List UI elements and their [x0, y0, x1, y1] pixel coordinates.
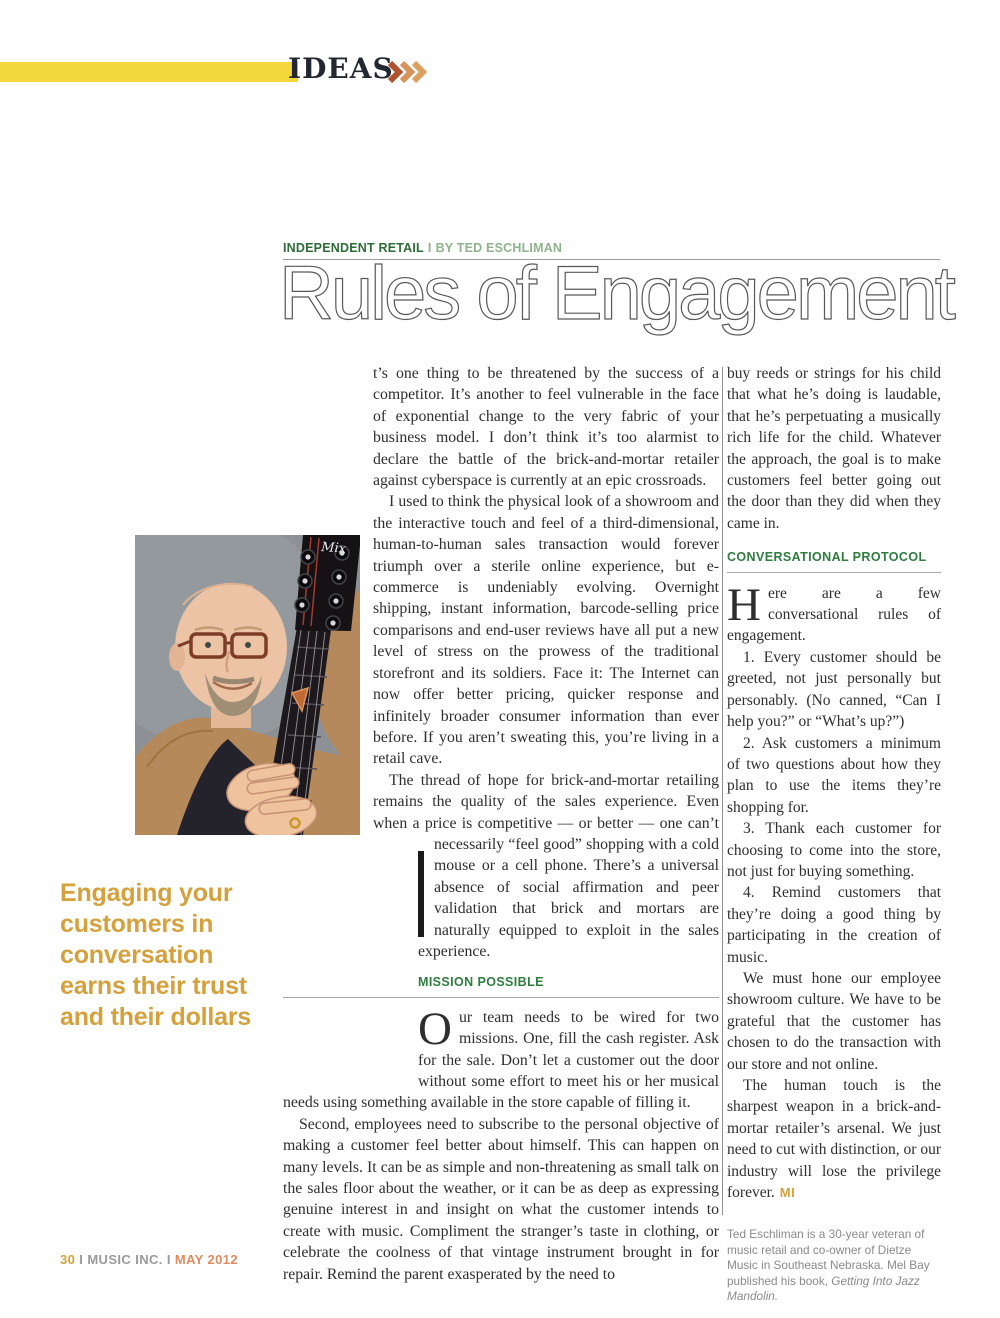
column-rule [722, 367, 723, 1215]
list-item: 4. Remind customers that they’re doing a good thing by participating in the creation of music. [727, 884, 941, 966]
paragraph [283, 363, 719, 491]
list-item: 2. Ask customers a minimum of two questions about how they plan to use the items they’re shopping for. [727, 734, 941, 816]
headstock-logo: Mix [320, 540, 347, 557]
page-footer [60, 1252, 238, 1267]
list-item: 3. Thank each customer for choosing to come into the store, not just for buying something. [727, 820, 941, 880]
headline: Rules of Engagement [279, 251, 953, 336]
paragraph: We must hone our employee showroom culture. We have to be grateful that the customer has chosen to do the transaction with our store and not online. [727, 969, 941, 1073]
paragraph-text: t’s one thing to be threatened by the success of a competitor. It’s another to feel vulnerable in the face of exponential change to the very fabric of your business model. I don’t think it’s too alarmist to declare the battle of the brick-and-mortar retailer against cyberspace is currently at an epic crossroads. [373, 365, 719, 490]
end-mark: MI [779, 1185, 796, 1201]
page-number: 30 [60, 1252, 76, 1267]
paragraph: buy reeds or strings for his child that what he’s doing is laudable, that he’s perpetuating a musically rich life for the child. Whatever the approach, the goal is to make customers feel better going out the door than they did when they came in. [727, 365, 941, 532]
magazine-name: MUSIC INC. [87, 1252, 163, 1267]
footer-separator: I [79, 1252, 84, 1267]
subhead-conversational-protocol: CONVERSATIONAL PROTOCOL [727, 547, 941, 572]
bio-text: Ted Eschliman is a 30-year veteran of music retail and co-owner of Dietze Music in Southeast Nebraska. Mel Bay published his book, [727, 1227, 930, 1288]
kicker-category: INDEPENDENT RETAIL [283, 241, 424, 255]
article-right-column [727, 363, 941, 1305]
paragraph-text: ur team needs to be wired for two missions. One, fill the cash register. Ask for the sale. Don’t let a customer out the door without some effort to meet his or her musical needs using something available in the store capable of filling it. [283, 1008, 719, 1112]
pull-quote-line: Engaging your [60, 879, 233, 907]
pull-quote-line: customers in [60, 910, 214, 938]
pull-quote-line: conversation [60, 941, 214, 969]
pullquote-wrap-spacer [283, 847, 418, 1080]
paragraph: The thread of hope for brick-and-mortar retailing remains the quality of the sales experience. Even when a price is competitive — or better — one can’t necessarily “feel good” shopping with a cold mouse or a cell phone. There’s a universal absence of social affirmation and peer validation that brick and mortars are naturally equipped to exploit in the sales experience. [373, 771, 719, 960]
list-item: 1. Every customer should be greeted, not just personally but personably. (No canned, “Can I help you?” or “What’s up?”) [727, 648, 941, 731]
subhead-mission-possible: MISSION POSSIBLE [283, 972, 719, 997]
portrait-photo [135, 535, 360, 835]
dropcap-i [418, 851, 424, 937]
bio-book-title: Getting Into Jazz Mandolin. [727, 1273, 920, 1304]
pull-quote [60, 878, 292, 1033]
byline: BY TED ESCHLIMAN [435, 241, 563, 255]
paragraph-text: The human touch is the sharpest weapon in a brick-and-mortar retailer’s arsenal. We just need to cut with distinction, or our industry will lose the privilege forever. [727, 1077, 941, 1202]
paragraph [727, 578, 941, 647]
footer-separator: I [166, 1252, 171, 1267]
section-title: IDEAS [288, 52, 394, 85]
pull-quote-line: earns their trust [60, 972, 247, 1000]
masthead-yellow-bar [0, 62, 298, 82]
author-bio [727, 1227, 941, 1305]
pull-quote-line: and their dollars [60, 1003, 252, 1031]
kicker-separator: I [427, 241, 432, 255]
paragraph: I used to think the physical look of a showroom and the interactive touch and feel of a third-dimensional, human-to-human sales transaction would forever triumph over a sterile online experience, but e-commerce is undeniably evolving. Overnight shipping, instant information, barcode-selling price comparisons and end-user reviews have all put a new level of stress on the prowess of the traditional storefront and its soldiers. Face it: The Internet can now offer better pricing, quicker response and infinitely broader consumer information than ever before. If you aren’t sweating this, you’re living in a retail cave. [373, 493, 719, 768]
dropcap-h: H [727, 578, 761, 631]
dropcap-o: O [418, 1002, 452, 1055]
triple-chevron-right-icon [387, 61, 427, 83]
paragraph: Second, employees need to subscribe to the personal objective of making a customer feel better about himself. This can happen on many levels. It can be as simple and non-threatening as small talk on the sales floor about the weather, or it can be as deep as expressing genuine interest in and insight on what the customer intends to create with music. Compliment the stranger’s taste in clothing, or celebrate the coolness of that vintage instrument brought in for repair. Remind the parent exasperated by the need to [283, 1115, 719, 1283]
paragraph-text: ere are a few conversational rules of engagement. [727, 584, 941, 645]
issue-date: MAY 2012 [174, 1252, 239, 1267]
paragraph [727, 1075, 941, 1203]
